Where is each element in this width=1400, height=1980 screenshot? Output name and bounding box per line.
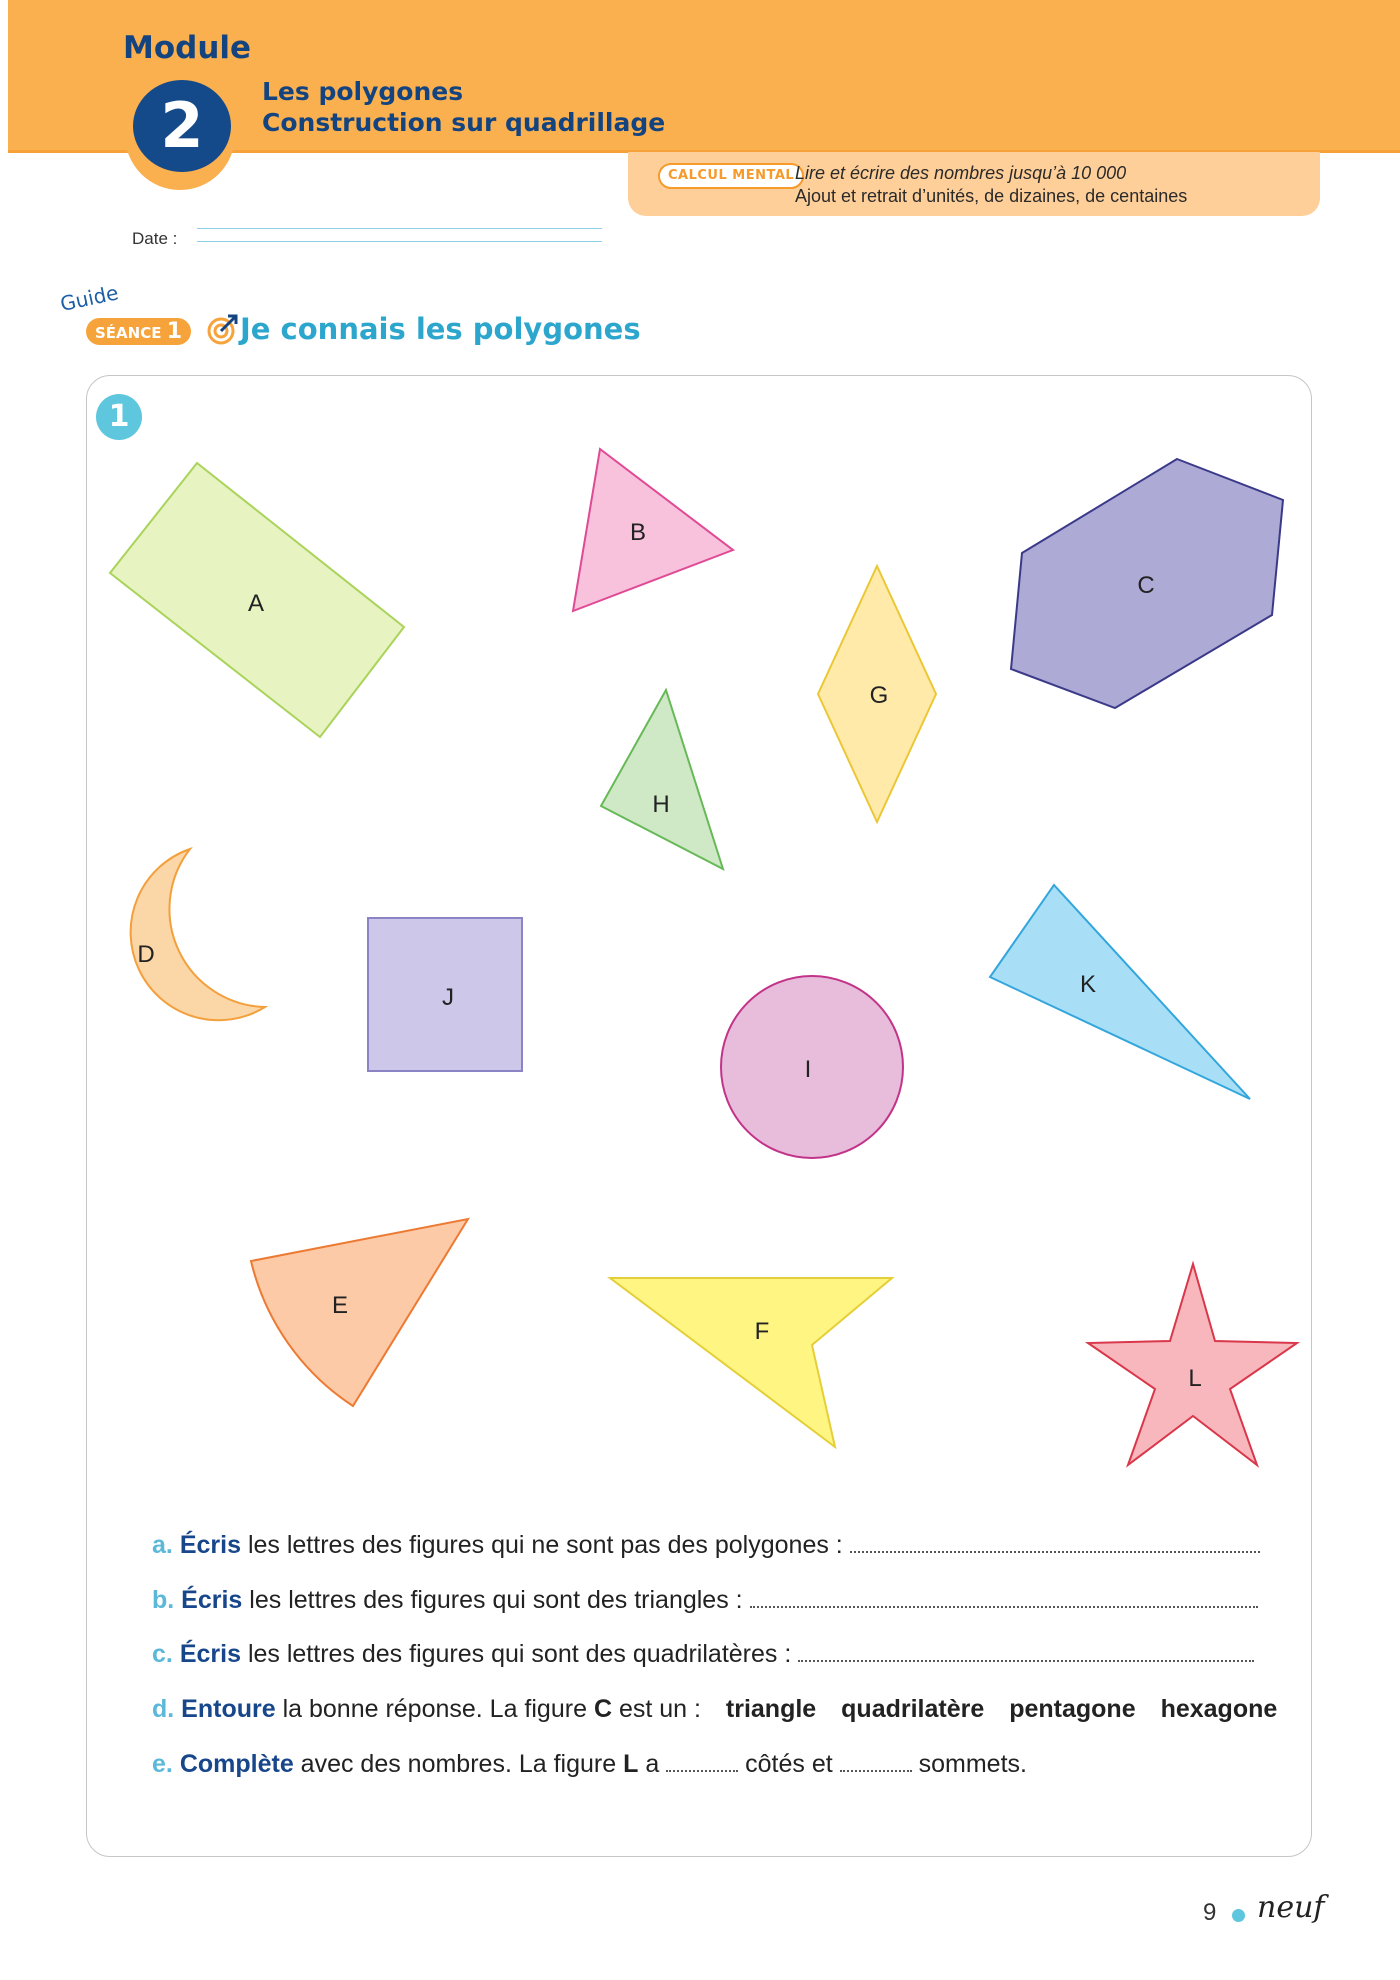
question-d-verb: Entoure xyxy=(181,1695,276,1723)
page-number: 9 xyxy=(1203,1899,1217,1926)
guide-label: Guide xyxy=(58,280,121,316)
shape-e-sector xyxy=(251,1219,468,1406)
question-e-text3: côtés et xyxy=(745,1750,833,1778)
module-title-line2: Construction sur quadrillage xyxy=(262,108,666,137)
shape-i-label: I xyxy=(804,1056,812,1083)
shape-j-label: J xyxy=(442,984,454,1011)
question-b-letter: b. xyxy=(152,1586,175,1614)
shape-b-triangle xyxy=(573,449,733,611)
question-a-letter: a. xyxy=(152,1531,173,1559)
choice-quadrilatere[interactable]: quadrilatère xyxy=(841,1695,985,1723)
question-c xyxy=(152,1640,1254,1669)
question-c-text: les lettres des figures qui sont des quadrilatères : xyxy=(247,1640,792,1668)
question-b-verb: Écris xyxy=(181,1586,243,1614)
question-e-verb: Complète xyxy=(179,1750,294,1778)
shape-h-label: H xyxy=(652,791,670,818)
choice-pentagone[interactable]: pentagone xyxy=(1009,1695,1136,1723)
question-c-letter: c. xyxy=(152,1640,173,1668)
shape-f-label: F xyxy=(754,1318,770,1345)
question-e-text2: a xyxy=(645,1750,660,1778)
question-b-text: les lettres des figures qui sont des triangles : xyxy=(249,1586,743,1614)
question-e xyxy=(152,1750,1027,1779)
question-a-text: les lettres des figures qui ne sont pas des polygones : xyxy=(247,1531,843,1559)
shape-h-triangle xyxy=(601,690,723,869)
module-number: 2 xyxy=(133,80,231,172)
question-e-figure: L xyxy=(623,1750,639,1778)
answer-e-sides-field[interactable] xyxy=(666,1752,738,1772)
answer-a-field[interactable] xyxy=(850,1533,1260,1553)
section-title: Je connais les polygones xyxy=(240,312,641,346)
question-a-verb: Écris xyxy=(179,1531,241,1559)
calcul-mental-line1: Lire et écrire des nombres jusqu’à 10 000 xyxy=(795,163,1127,183)
question-c-verb: Écris xyxy=(179,1640,241,1668)
shape-c-label: C xyxy=(1137,572,1155,599)
question-d xyxy=(152,1695,1277,1724)
shape-f-concave xyxy=(610,1278,892,1447)
answer-e-vertices-field[interactable] xyxy=(840,1752,912,1772)
date-label: Date : xyxy=(132,229,178,248)
shape-g-label: G xyxy=(869,682,889,709)
module-label: Module xyxy=(123,30,252,66)
question-d-text1: la bonne réponse. La figure xyxy=(282,1695,587,1723)
exercise-number: 1 xyxy=(96,394,142,440)
question-d-text2: est un : xyxy=(618,1695,701,1723)
shape-i-circle xyxy=(721,976,903,1158)
seance-label: SÉANCE xyxy=(94,324,162,342)
question-d-figure: C xyxy=(593,1695,612,1723)
page-dot xyxy=(1232,1909,1245,1922)
calcul-mental-line2: Ajout et retrait d’unités, de dizaines, de centaines xyxy=(795,186,1188,206)
question-a xyxy=(152,1531,1260,1560)
shape-k-label: K xyxy=(1079,971,1097,998)
shape-a-label: A xyxy=(247,590,265,617)
choice-hexagone[interactable]: hexagone xyxy=(1160,1695,1278,1723)
question-e-text1: avec des nombres. La figure xyxy=(300,1750,617,1778)
shape-e-label: E xyxy=(331,1292,349,1319)
question-e-text4: sommets. xyxy=(918,1750,1027,1778)
choice-triangle[interactable]: triangle xyxy=(725,1695,817,1723)
question-b xyxy=(152,1586,1258,1615)
calcul-mental-tag: CALCUL MENTAL xyxy=(658,163,804,189)
question-e-letter: e. xyxy=(152,1750,173,1778)
shape-d-label: D xyxy=(137,941,155,968)
answer-c-field[interactable] xyxy=(798,1642,1254,1662)
answer-b-field[interactable] xyxy=(750,1588,1258,1608)
shape-b-label: B xyxy=(629,519,647,546)
shape-d-crescent xyxy=(131,849,265,1020)
page-word: neuf xyxy=(1257,1890,1325,1925)
shape-l-label: L xyxy=(1188,1365,1202,1392)
module-title-line1: Les polygones xyxy=(262,77,464,106)
shape-k-triangle xyxy=(990,885,1250,1099)
seance-number: 1 xyxy=(166,319,182,344)
question-d-letter: d. xyxy=(152,1695,175,1723)
